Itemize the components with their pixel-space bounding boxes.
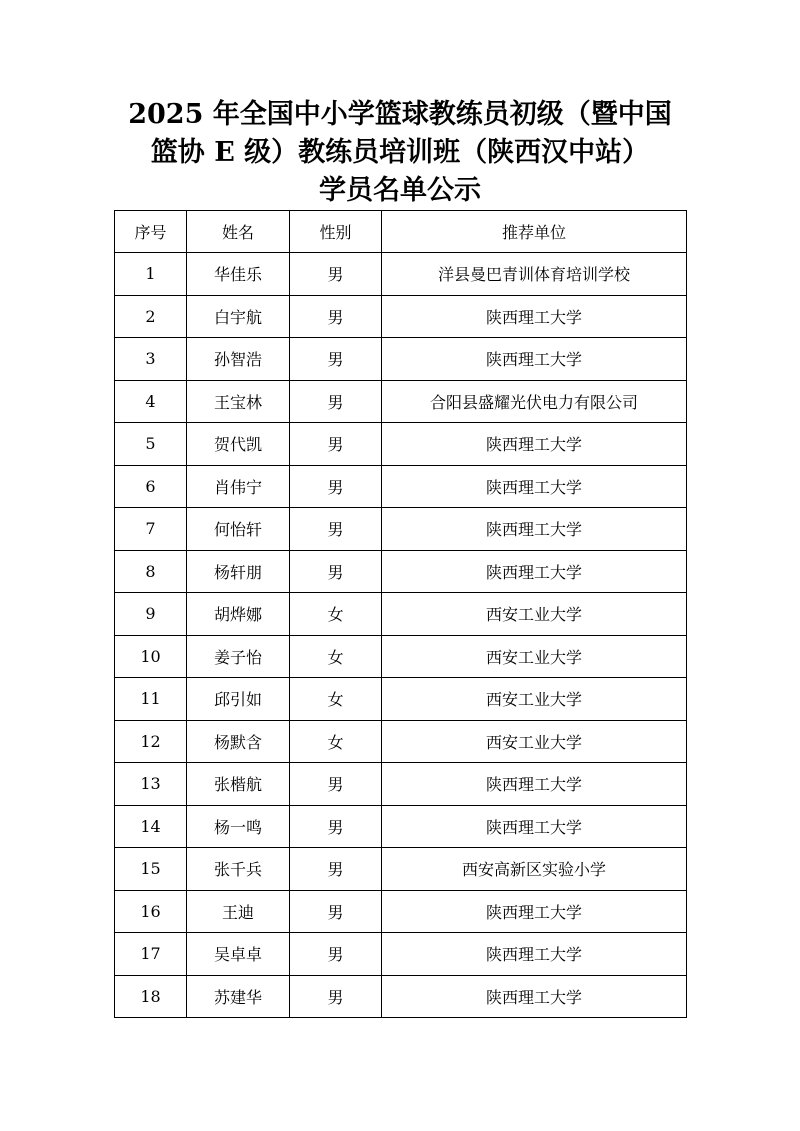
cell-index: 4 [115, 380, 187, 423]
cell-name: 苏建华 [187, 975, 290, 1018]
table-row [115, 423, 687, 466]
cell-index: 18 [115, 975, 187, 1018]
cell-name: 杨轩朋 [187, 550, 290, 593]
table-row [115, 848, 687, 891]
header-name: 姓名 [187, 211, 290, 253]
cell-index: 13 [115, 763, 187, 806]
cell-organization: 陕西理工大学 [382, 805, 687, 848]
cell-organization: 陕西理工大学 [382, 975, 687, 1018]
cell-organization: 西安工业大学 [382, 593, 687, 636]
cell-gender: 男 [290, 975, 382, 1018]
cell-organization: 陕西理工大学 [382, 933, 687, 976]
roster-table [114, 210, 687, 1018]
cell-gender: 男 [290, 848, 382, 891]
cell-gender: 男 [290, 253, 382, 296]
cell-gender: 男 [290, 933, 382, 976]
cell-organization: 西安工业大学 [382, 720, 687, 763]
cell-gender: 女 [290, 593, 382, 636]
cell-organization: 陕西理工大学 [382, 423, 687, 466]
cell-gender: 女 [290, 678, 382, 721]
cell-gender: 男 [290, 338, 382, 381]
cell-index: 15 [115, 848, 187, 891]
cell-gender: 女 [290, 635, 382, 678]
header-gender: 性别 [290, 211, 382, 253]
cell-name: 杨默含 [187, 720, 290, 763]
title-line-3: 学员名单公示 [319, 175, 481, 206]
cell-name: 肖伟宁 [187, 465, 290, 508]
table-row [115, 593, 687, 636]
cell-organization: 西安高新区实验小学 [382, 848, 687, 891]
cell-gender: 男 [290, 550, 382, 593]
header-organization: 推荐单位 [382, 211, 687, 253]
cell-name: 姜子怡 [187, 635, 290, 678]
cell-name: 张楷航 [187, 763, 290, 806]
document-title [60, 96, 740, 210]
table-row [115, 890, 687, 933]
cell-index: 2 [115, 295, 187, 338]
cell-organization: 陕西理工大学 [382, 465, 687, 508]
table-row [115, 933, 687, 976]
table-row [115, 465, 687, 508]
cell-gender: 男 [290, 508, 382, 551]
cell-gender: 女 [290, 720, 382, 763]
cell-organization: 陕西理工大学 [382, 763, 687, 806]
table-row [115, 550, 687, 593]
header-index: 序号 [115, 211, 187, 253]
cell-index: 12 [115, 720, 187, 763]
cell-name: 华佳乐 [187, 253, 290, 296]
cell-organization: 陕西理工大学 [382, 338, 687, 381]
table-row [115, 678, 687, 721]
table-row [115, 975, 687, 1018]
cell-gender: 男 [290, 380, 382, 423]
cell-name: 胡烨娜 [187, 593, 290, 636]
table-row [115, 508, 687, 551]
table-row [115, 635, 687, 678]
cell-name: 贺代凯 [187, 423, 290, 466]
cell-name: 张千兵 [187, 848, 290, 891]
cell-index: 10 [115, 635, 187, 678]
table-row [115, 253, 687, 296]
cell-name: 邱引如 [187, 678, 290, 721]
roster-body [115, 253, 687, 1018]
cell-index: 3 [115, 338, 187, 381]
cell-name: 白宇航 [187, 295, 290, 338]
cell-organization: 洋县曼巴青训体育培训学校 [382, 253, 687, 296]
cell-organization: 陕西理工大学 [382, 890, 687, 933]
table-row [115, 805, 687, 848]
table-row [115, 338, 687, 381]
table-header-row [115, 211, 687, 253]
title-line-1: 2025 年全国中小学篮球教练员初级（暨中国 [128, 99, 672, 130]
cell-name: 王迪 [187, 890, 290, 933]
cell-name: 杨一鸣 [187, 805, 290, 848]
cell-index: 6 [115, 465, 187, 508]
table-row [115, 720, 687, 763]
cell-index: 5 [115, 423, 187, 466]
cell-index: 16 [115, 890, 187, 933]
cell-organization: 陕西理工大学 [382, 508, 687, 551]
cell-gender: 男 [290, 890, 382, 933]
cell-organization: 陕西理工大学 [382, 550, 687, 593]
cell-gender: 男 [290, 465, 382, 508]
cell-index: 7 [115, 508, 187, 551]
cell-gender: 男 [290, 805, 382, 848]
cell-gender: 男 [290, 763, 382, 806]
cell-index: 1 [115, 253, 187, 296]
cell-organization: 合阳县盛耀光伏电力有限公司 [382, 380, 687, 423]
cell-index: 14 [115, 805, 187, 848]
table-row [115, 295, 687, 338]
cell-name: 吴卓卓 [187, 933, 290, 976]
cell-index: 9 [115, 593, 187, 636]
cell-organization: 西安工业大学 [382, 635, 687, 678]
cell-organization: 西安工业大学 [382, 678, 687, 721]
cell-organization: 陕西理工大学 [382, 295, 687, 338]
cell-name: 何怡轩 [187, 508, 290, 551]
title-line-2: 篮协 E 级）教练员培训班（陕西汉中站） [150, 137, 650, 168]
table-row [115, 763, 687, 806]
cell-index: 17 [115, 933, 187, 976]
cell-gender: 男 [290, 423, 382, 466]
cell-gender: 男 [290, 295, 382, 338]
cell-index: 8 [115, 550, 187, 593]
table-row [115, 380, 687, 423]
cell-name: 王宝林 [187, 380, 290, 423]
cell-name: 孙智浩 [187, 338, 290, 381]
cell-index: 11 [115, 678, 187, 721]
